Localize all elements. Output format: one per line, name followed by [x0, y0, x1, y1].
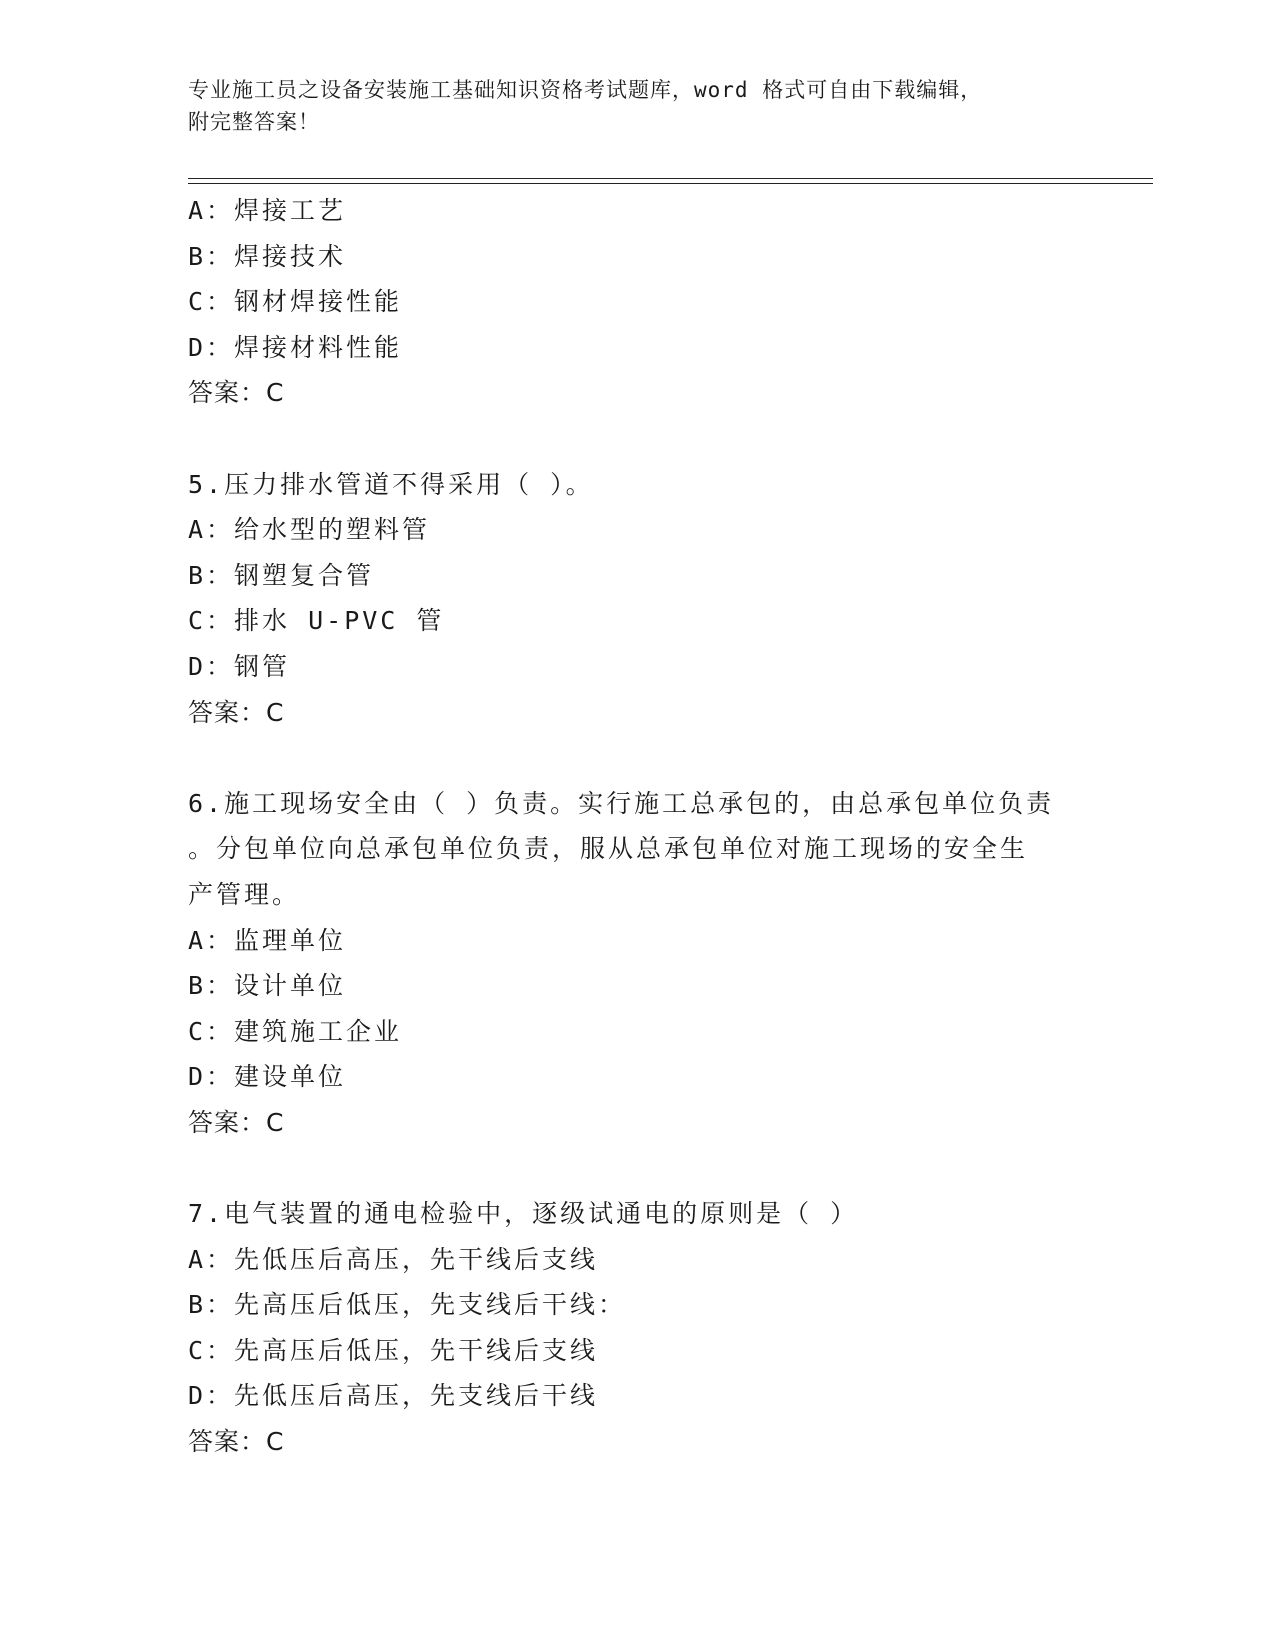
answer: 答案：C [188, 378, 285, 408]
question-stem: 5.压力排水管道不得采用（ ）。 [188, 469, 594, 499]
option-d: D：焊接材料性能 [188, 332, 403, 362]
option-d: D：先低压后高压，先支线后干线 [188, 1381, 599, 1411]
question-stem-line-3: 产管理。 [188, 879, 301, 909]
option-c: C：建筑施工企业 [188, 1016, 403, 1046]
option-a: A：先低压后高压，先干线后支线 [188, 1244, 599, 1274]
question-7 [188, 1191, 1108, 1465]
question-5 [188, 462, 1108, 736]
spacer [188, 735, 1108, 781]
question-6 [188, 781, 1108, 1146]
document-header [188, 74, 1088, 138]
option-b: B：钢塑复合管 [188, 560, 375, 590]
header-divider-top [188, 178, 1153, 179]
question-stem-line-2: 。分包单位向总承包单位负责，服从总承包单位对施工现场的安全生 [188, 834, 1029, 864]
option-a: A：监理单位 [188, 925, 347, 955]
header-divider-bottom [188, 183, 1153, 184]
option-a: A：给水型的塑料管 [188, 515, 431, 545]
spacer [188, 1145, 1108, 1191]
answer: 答案：C [188, 697, 285, 727]
option-b: B：先高压后低压，先支线后干线： [188, 1290, 627, 1320]
header-line-1: 专业施工员之设备安装施工基础知识资格考试题库，word 格式可自由下载编辑， [188, 78, 983, 102]
option-b: B：设计单位 [188, 971, 347, 1001]
option-d: D：建设单位 [188, 1062, 347, 1092]
question-list [188, 188, 1108, 1465]
question-4 [188, 188, 1108, 416]
option-c: C：先高压后低压，先干线后支线 [188, 1335, 599, 1365]
option-a: A：焊接工艺 [188, 196, 347, 225]
answer: 答案：C [188, 1427, 285, 1457]
header-line-2: 附完整答案！ [188, 110, 320, 134]
answer: 答案：C [188, 1107, 285, 1137]
option-b: B：焊接技术 [188, 241, 347, 271]
spacer [188, 416, 1108, 462]
option-c: C：排水 U-PVC 管 [188, 606, 445, 636]
option-c: C：钢材焊接性能 [188, 287, 403, 317]
question-stem: 7.电气装置的通电检验中，逐级试通电的原则是（ ） [188, 1199, 859, 1229]
option-d: D：钢管 [188, 651, 291, 681]
question-stem-line-1: 6.施工现场安全由（ ）负责。实行施工总承包的，由总承包单位负责 [188, 788, 1055, 818]
